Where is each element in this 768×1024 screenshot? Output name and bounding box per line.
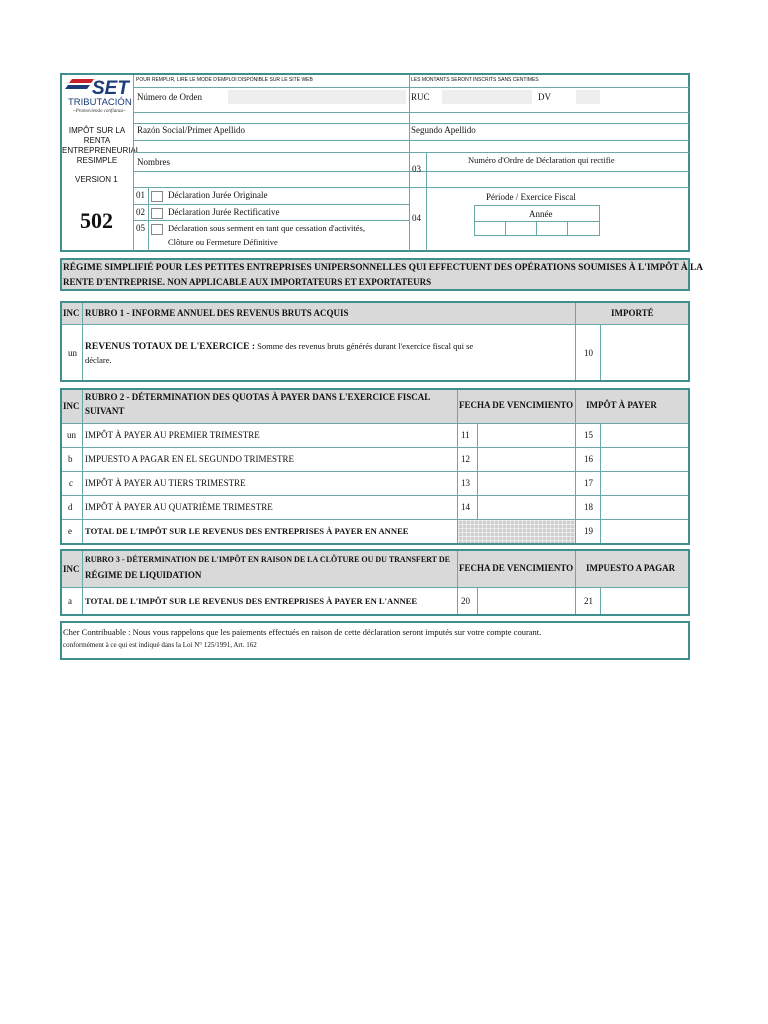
impot-19-field[interactable] bbox=[601, 520, 688, 543]
rubro-2-row-2-code2: 16 bbox=[584, 454, 593, 464]
rubro-2-row-3-code2: 17 bbox=[584, 478, 593, 488]
footer-line-2: conformément à ce qui est indiqué dans la Loi N° 125/1991, Art. 162 bbox=[63, 641, 257, 649]
rubro-2-title-2: SUIVANT bbox=[85, 406, 125, 416]
rubro-1-inc: INC bbox=[63, 308, 80, 318]
rubro-2-row-4-code2: 18 bbox=[584, 502, 593, 512]
rubro-2-row-4-code1: 14 bbox=[461, 502, 470, 512]
rubro-1-row-desc: Somme des revenus bruts générés durant l'exercice fiscal qui se bbox=[254, 341, 474, 351]
impot-17-field[interactable] bbox=[601, 472, 688, 495]
numero-rectifie-label: Numéro d'Ordre de Déclaration qui rectifie bbox=[468, 155, 615, 165]
form-title: IMPÔT SUR LA RENTA ENTREPRENEURIAL RESIMPLE bbox=[62, 126, 141, 165]
logo-swoosh-icon bbox=[64, 77, 130, 97]
razon-social-label: Razón Social/Primer Apellido bbox=[137, 125, 245, 135]
impot-16-field[interactable] bbox=[601, 448, 688, 471]
impot-18-field[interactable] bbox=[601, 496, 688, 519]
rubro-2-row-1-code1: 11 bbox=[461, 430, 470, 440]
rubro-3-title-2: RÉGIME DE LIQUIDATION bbox=[85, 570, 202, 580]
ruc-label: RUC bbox=[411, 92, 430, 102]
rubro-2-col-impot: IMPÔT À PAYER bbox=[586, 400, 657, 410]
decl-cessation-label: Déclaration sous serment en tant que cessation d'activités, bbox=[168, 223, 365, 233]
regime-line-2: RENTE D'ENTREPRISE. NON APPLICABLE AUX IMPORTATEURS ET EXPORTATEURS bbox=[63, 277, 432, 287]
annee-label: Année bbox=[529, 209, 553, 219]
rubro-1-row-letter: un bbox=[68, 348, 77, 358]
rubro-3-inc: INC bbox=[63, 564, 80, 574]
form-version: VERSION 1 bbox=[75, 175, 118, 184]
svg-text:SET: SET bbox=[92, 78, 129, 97]
regime-line-1: RÉGIME SIMPLIFIÉ POUR LES PETITES ENTREPRISES UNIPERSONNELLES QUI EFFECTUENT DES OPÉRATIONS SOUMISES À L'IMPÔT À LA bbox=[63, 263, 703, 273]
rubro-2-row-1-letter: un bbox=[67, 430, 76, 440]
rubro-1-title: RUBRO 1 - INFORME ANNUEL DES REVENUS BRUTS ACQUIS bbox=[85, 308, 349, 318]
rubro-2-row-4-label: IMPÔT À PAYER AU QUATRIÈME TRIMESTRE bbox=[85, 502, 273, 512]
fecha-20-field[interactable] bbox=[478, 588, 574, 614]
decl-rectificative-label: Déclaration Jurée Rectificative bbox=[168, 207, 280, 217]
code-03: 03 bbox=[412, 164, 421, 174]
dv-field[interactable] bbox=[576, 90, 600, 104]
rubro-3-code-20: 20 bbox=[461, 596, 470, 606]
rubro-3-col-impot: IMPUESTO A PAGAR bbox=[586, 563, 676, 573]
nombres-label: Nombres bbox=[137, 157, 170, 167]
annee-digit-4[interactable] bbox=[568, 222, 599, 235]
rubro-1-row-bold: REVENUS TOTAUX DE L'EXERCICE : bbox=[85, 342, 255, 352]
fecha-11-field[interactable] bbox=[478, 424, 574, 447]
rubro-3-row-letter: a bbox=[68, 596, 72, 606]
decl-cessation-label-2: Clôture ou Fermeture Définitive bbox=[168, 237, 278, 247]
note-amounts: LES MONTANTS SERONT INSCRITS SANS CENTIMES bbox=[411, 77, 539, 83]
rubro-2-row-2-letter: b bbox=[68, 454, 73, 464]
decl-code-01: 01 bbox=[136, 190, 145, 200]
rubro-2-title-1: RUBRO 2 - DÉTERMINATION DES QUOTAS À PAYER DANS L'EXERCICE FISCAL bbox=[85, 392, 431, 402]
annee-digit-3[interactable] bbox=[537, 222, 567, 235]
code-04: 04 bbox=[412, 213, 421, 223]
rubro-3-code-21: 21 bbox=[584, 596, 593, 606]
rubro-2-total-label: TOTAL DE L'IMPÔT SUR LE REVENUS DES ENTREPRISES À PAYER EN ANNEE bbox=[85, 526, 409, 536]
annee-digit-2[interactable] bbox=[506, 222, 536, 235]
rubro-2-row-3-letter: c bbox=[69, 478, 73, 488]
fecha-13-field[interactable] bbox=[478, 472, 574, 495]
logo-subtitle: TRIBUTACIÓN bbox=[68, 97, 132, 108]
annee-digit-1[interactable] bbox=[475, 222, 505, 235]
note-fill-instructions: POUR REMPLIR, LIRE LE MODE D'EMPLOI DISPONIBLE SUR LE SITE WEB bbox=[136, 77, 313, 83]
periode-label: Période / Exercice Fiscal bbox=[486, 192, 576, 202]
rubro-2-row-4-letter: d bbox=[68, 502, 73, 512]
rubro-1-col-amount: IMPORTÉ bbox=[611, 308, 654, 318]
logo-tagline: ~Promoviendo confianza~ bbox=[73, 109, 126, 114]
rubro-2-row-3-code1: 13 bbox=[461, 478, 470, 488]
rubro-2-row-1-label: IMPÔT À PAYER AU PREMIER TRIMESTRE bbox=[85, 430, 260, 440]
rubro-2-inc: INC bbox=[63, 401, 80, 411]
decl-original-label: Déclaration Jurée Originale bbox=[168, 190, 268, 200]
numero-orden-label: Número de Orden bbox=[137, 92, 202, 102]
rubro-2-total-letter: e bbox=[68, 526, 72, 536]
rubro-1-row-text-2: déclare. bbox=[85, 355, 112, 365]
rubro-3-row-label: TOTAL DE L'IMPÔT SUR LE REVENUS DES ENTREPRISES À PAYER EN L'ANNEE bbox=[85, 596, 418, 606]
fecha-12-field[interactable] bbox=[478, 448, 574, 471]
decl-code-02: 02 bbox=[136, 207, 145, 217]
fecha-14-field[interactable] bbox=[478, 496, 574, 519]
rubro-1-code-10: 10 bbox=[584, 348, 593, 358]
impot-15-field[interactable] bbox=[601, 424, 688, 447]
rubro-2-total-code2: 19 bbox=[584, 526, 593, 536]
rubro-2-row-2-label: IMPUESTO A PAGAR EN EL SEGUNDO TRIMESTRE bbox=[85, 454, 295, 464]
rubro-3-col-fecha: FECHA DE VENCIMIENTO bbox=[459, 563, 574, 573]
revenus-totaux-field[interactable] bbox=[602, 326, 688, 380]
rubro-3-title-1: RUBRO 3 - DÉTERMINATION DE L'IMPÔT EN RAISON DE LA CLÔTURE OU DU TRANSFERT DE bbox=[85, 555, 450, 564]
dv-label: DV bbox=[538, 92, 551, 102]
decl-rectificative-checkbox[interactable] bbox=[151, 208, 163, 219]
rubro-2-col-fecha: FECHA DE VENCIMIENTO bbox=[459, 400, 574, 410]
rubro-1-row-text bbox=[85, 341, 573, 352]
rubro-2-row-1-code2: 15 bbox=[584, 430, 593, 440]
form-number: 502 bbox=[80, 208, 113, 233]
footer-line-1: Cher Contribuable : Nous vous rappelons que les paiements effectués en raison de cette déclaration seront imputés sur votre compte courant. bbox=[63, 627, 542, 637]
decl-original-checkbox[interactable] bbox=[151, 191, 163, 202]
numero-orden-field[interactable] bbox=[228, 90, 406, 104]
rubro-2-total-hatched-cell bbox=[458, 520, 575, 543]
decl-cessation-checkbox[interactable] bbox=[151, 224, 163, 235]
rubro-2-row-2-code1: 12 bbox=[461, 454, 470, 464]
segundo-apellido-label: Segundo Apellido bbox=[411, 125, 476, 135]
decl-code-05: 05 bbox=[136, 223, 145, 233]
rubro-2-row-3-label: IMPÔT À PAYER AU TIERS TRIMESTRE bbox=[85, 478, 246, 488]
ruc-field[interactable] bbox=[442, 90, 532, 104]
set-logo bbox=[64, 77, 130, 119]
impot-21-field[interactable] bbox=[601, 588, 688, 614]
